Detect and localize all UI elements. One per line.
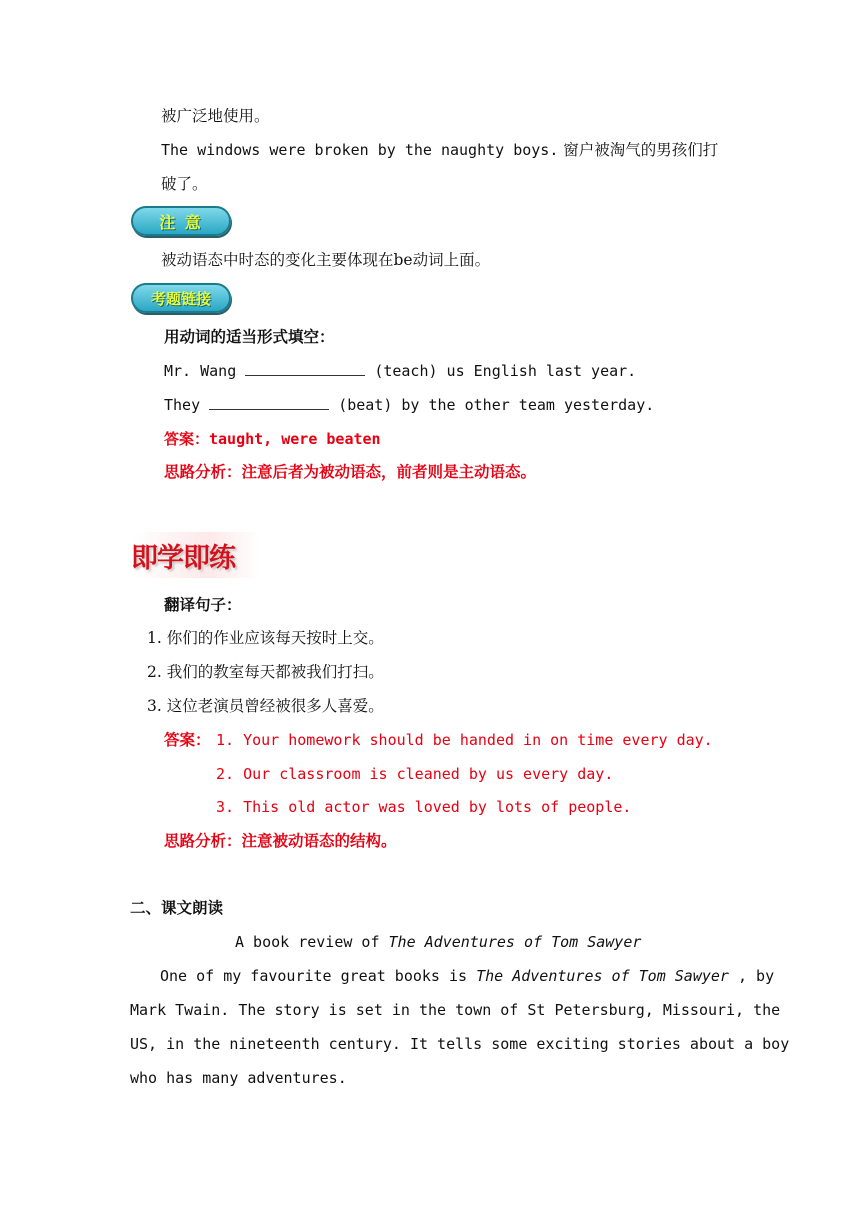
reading-paragraph-line: Mark Twain. The story is set in the town of St Petersburg, Missouri, the	[130, 1001, 781, 1019]
exam-answer: 答案：taught, were beaten	[164, 430, 381, 448]
reading-title	[235, 932, 641, 952]
example-sentence	[161, 140, 718, 160]
example-english: The windows were broken by the naughty boys.	[161, 141, 559, 159]
reading-title-prefix: A book review of	[235, 933, 380, 951]
practice-banner-label: 即学即练	[131, 542, 235, 574]
reading-paragraph-line: US, in the nineteenth century. It tells some exciting stories about a boy	[130, 1035, 790, 1053]
exam-link-badge	[131, 283, 231, 313]
note-text: 被动语态中时态的变化主要体现在be动词上面。	[161, 251, 491, 269]
p1-book: The Adventures of Tom Sawyer	[476, 967, 729, 985]
practice-item: 2. 我们的教室每天都被我们打扫。	[147, 663, 384, 681]
reading-paragraph-line	[160, 966, 774, 986]
practice-item: 3. 这位老演员曾经被很多人喜爱。	[147, 697, 384, 715]
exam-question-1	[164, 361, 636, 381]
exam-analysis: 思路分析：注意后者为被动语态，前者则是主动语态。	[164, 462, 537, 481]
note-badge	[131, 206, 231, 236]
q2-start: They	[164, 396, 201, 414]
practice-answer: 1. Your homework should be handed in on time every day.	[216, 731, 713, 749]
q1-start: Mr. Wang	[164, 362, 237, 380]
example-chinese: 窗户被淘气的男孩们打	[563, 141, 719, 159]
section-title: 二、课文朗读	[130, 898, 224, 917]
practice-answer-label: 答案：	[164, 730, 211, 749]
practice-answer: 3. This old actor was loved by lots of people.	[216, 798, 632, 816]
q2-blank	[209, 395, 329, 410]
example-chinese-cont: 破了。	[161, 175, 208, 193]
reading-title-book: The Adventures of Tom Sawyer	[388, 933, 642, 951]
exam-question-2	[164, 395, 654, 415]
exam-link-badge-label: 考题链接	[150, 289, 211, 308]
practice-item: 1. 你们的作业应该每天按时上交。	[147, 629, 384, 647]
q1-end: (teach) us English last year.	[374, 362, 637, 380]
reading-paragraph-line: who has many adventures.	[130, 1069, 347, 1087]
p1-text: One of my favourite great books is	[160, 967, 468, 985]
practice-answer: 2. Our classroom is cleaned by us every day.	[216, 765, 614, 783]
practice-analysis: 思路分析：注意被动语态的结构。	[164, 831, 397, 850]
intro-line: 被广泛地使用。	[161, 107, 270, 125]
q2-end: (beat) by the other team yesterday.	[338, 396, 655, 414]
p1-tail: , by	[737, 967, 775, 985]
note-badge-label: 注 意	[159, 212, 203, 232]
practice-banner	[131, 532, 261, 578]
q1-blank	[245, 361, 365, 376]
exam-instruction: 用动词的适当形式填空：	[164, 327, 335, 346]
practice-instruction: 翻译句子：	[164, 595, 242, 614]
